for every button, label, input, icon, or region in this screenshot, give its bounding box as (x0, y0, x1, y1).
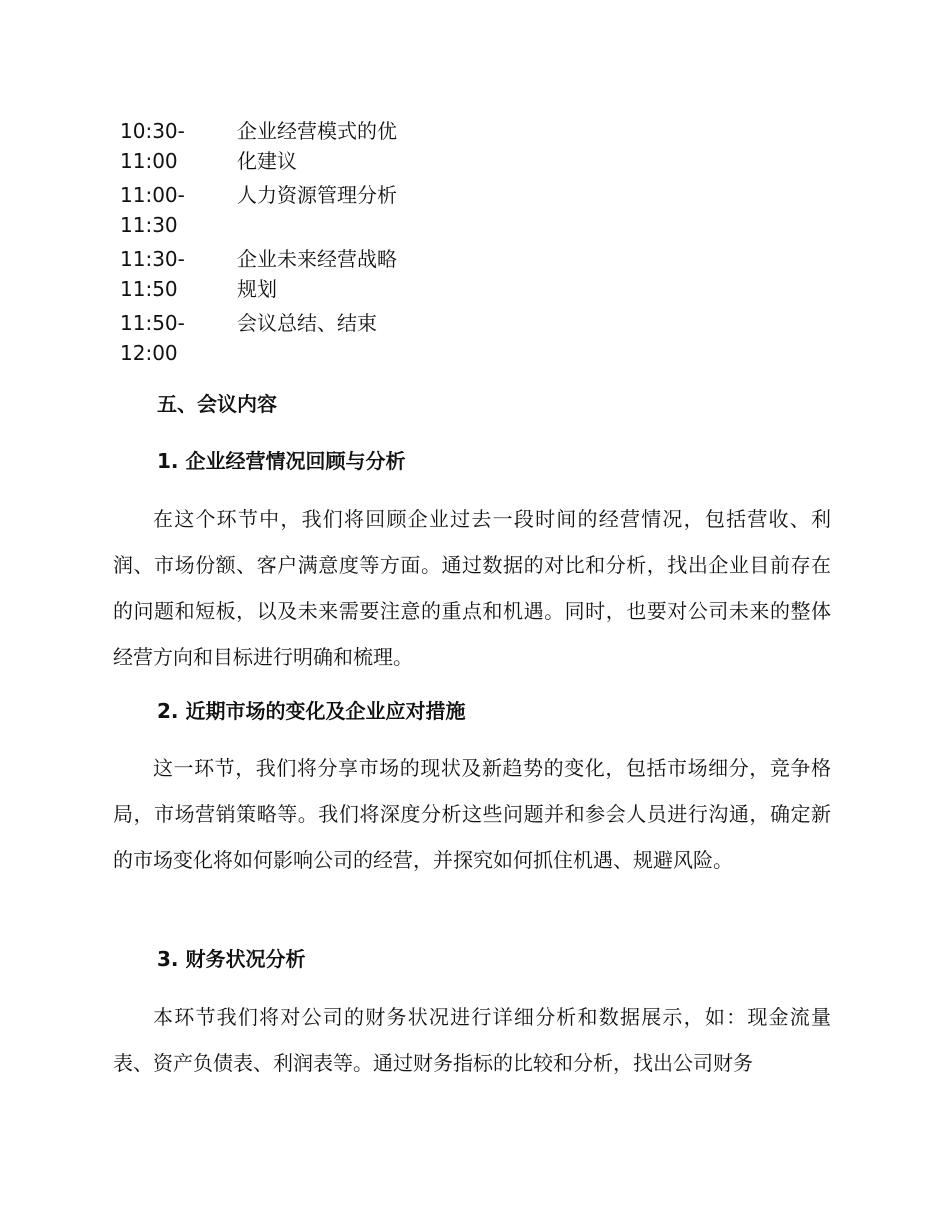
paragraph-business-review: 在这个环节中，我们将回顾企业过去一段时间的经营情况，包括营收、利润、市场份额、客户满意度等方面。通过数据的对比和分析，找出企业目前存在的问题和短板，以及未来需要注意的重点和机遇。同时，也要对公司未来的整体经营方向和目标进行明确和梳理。 (113, 507, 831, 669)
agenda-time: 11:00- 11:30 (120, 183, 185, 237)
agenda-time: 11:30- 11:50 (120, 247, 185, 301)
paragraph-market-changes: 这一环节，我们将分享市场的现状及新趋势的变化，包括市场细分，竞争格局，市场营销策略等。我们将深度分析这些问题并和参会人员进行沟通，确定新的市场变化将如何影响公司的经营，并探究如何抓住机遇、规避风险。 (113, 756, 831, 872)
agenda-topic: 人力资源管理分析 (237, 183, 397, 207)
agenda-row (120, 244, 420, 304)
item-heading-financial-analysis: 3. 财务状况分析 (157, 947, 306, 971)
agenda-time: 11:50- 12:00 (120, 311, 185, 365)
item-heading-market-changes: 2. 近期市场的变化及企业应对措施 (157, 699, 466, 723)
item-heading-business-review: 1. 企业经营情况回顾与分析 (157, 449, 406, 473)
agenda-row (120, 116, 420, 176)
agenda-time: 10:30- 11:00 (120, 119, 185, 173)
agenda-row (120, 180, 420, 240)
agenda-topic: 企业经营模式的优化建议 (237, 119, 397, 173)
agenda-topic: 会议总结、结束 (237, 311, 377, 335)
section-heading-meeting-content: 五、会议内容 (157, 392, 277, 416)
paragraph-financial-analysis: 本环节我们将对公司的财务状况进行详细分析和数据展示，如：现金流量表、资产负债表、利润表等。通过财务指标的比较和分析，找出公司财务 (113, 1005, 831, 1075)
agenda-row (120, 308, 420, 368)
agenda-schedule (120, 116, 420, 372)
agenda-topic: 企业未来经营战略规划 (237, 247, 397, 301)
